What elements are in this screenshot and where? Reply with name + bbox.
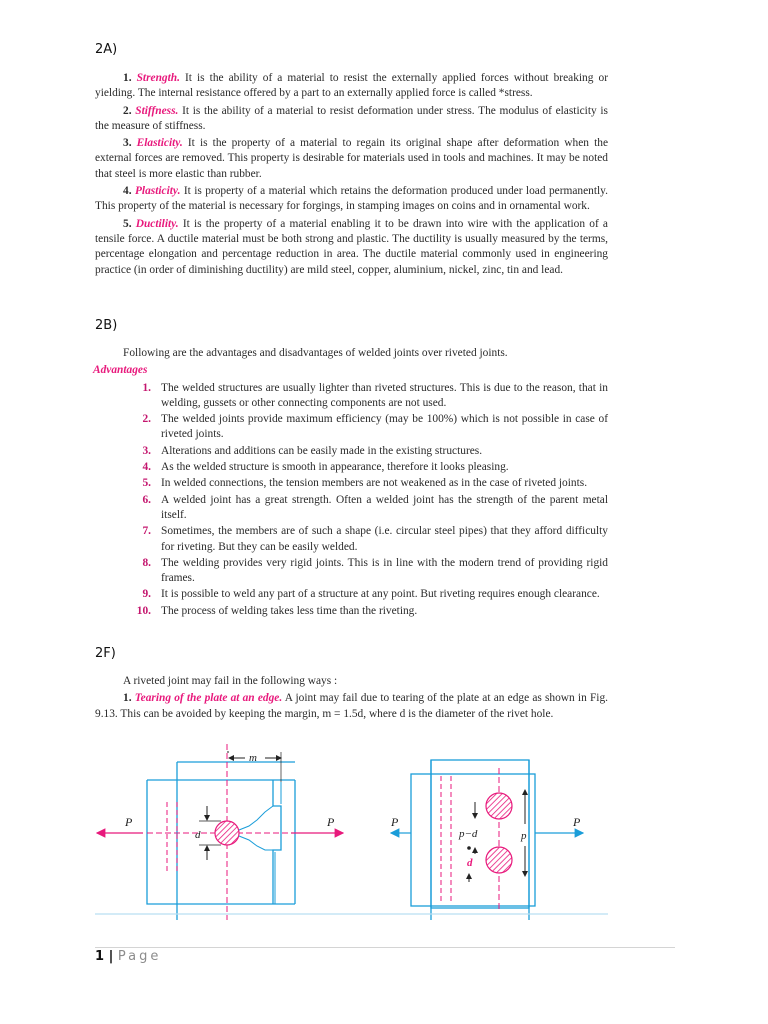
intro-paragraph: A riveted joint may fail in the following ways :: [123, 675, 338, 687]
force-label-right: P: [573, 815, 581, 829]
page-footer: 1 | Page: [95, 949, 162, 964]
riveted-joint-figure: [95, 742, 610, 920]
list-item: 5. In welded connections, the tension members are not weakened as in the case of riveted joints.: [142, 477, 588, 490]
intro-paragraph: Following are the advantages and disadvantages of welded joints over riveted joints.: [123, 347, 508, 359]
force-label-left: P: [125, 815, 133, 829]
term-heading: Plasticity.: [134, 185, 181, 198]
edge-tearing-diagram: [97, 744, 343, 920]
dim-d-label: d: [467, 857, 473, 869]
term-heading: Ductility.: [135, 217, 179, 230]
advantages-heading: Advantages: [93, 364, 148, 377]
section-2a-label: 2A): [95, 42, 118, 57]
list-item: 7. Sometimes, the members are of such a shape (i.e. circular steel pipes) that they afford difficulty for riveting. But they can be easily welded.: [142, 525, 608, 553]
section-2f-label: 2F): [95, 646, 116, 661]
page-word: Page: [117, 949, 162, 964]
footer-divider: [95, 947, 675, 948]
dim-m-label: m: [249, 752, 257, 764]
section-2b-label: 2B): [95, 318, 118, 333]
list-item: 2. The welded joints provide maximum efficiency (may be 100%) which is not possible in case of riveted joints.: [142, 413, 608, 441]
force-label-left: P: [391, 815, 399, 829]
paragraph: 2. Stiffness. It is the ability of a material to resist deformation under stress. The modulus of elasticity is the measure of stiffness.: [95, 104, 608, 132]
paragraph: 1. Strength. It is the ability of a material to resist the externally applied forces without breaking or yielding. The internal resistance offered by a part to an externally applied force is called *stress.: [95, 72, 608, 100]
paragraph: 5. Ductility. It is the property of a material enabling it to be drawn into wire with the application of a tensile force. A ductile material must be both strong and plastic. The ductility is usually measured by the terms, percentage elongation and percentage reduction in area. The ductile material commonly used in engineering practice (in order of diminishing ductility) are mild steel, copper, aluminium, nickel, zinc, tin and lead.: [95, 217, 608, 276]
list-item: 9. It is possible to weld any part of a structure at any point. But riveting requires enough clearance.: [142, 588, 600, 601]
dim-p-label: p: [521, 830, 527, 842]
dim-d-label: d: [195, 829, 201, 841]
term-heading: Stiffness.: [135, 104, 179, 117]
paragraph: 4. Plasticity. It is property of a material which retains the deformation produced under load permanently. This property of the material is necessary for forgings, in stamping images on coins and in ornamental work.: [95, 185, 608, 213]
section-2b-text: [95, 346, 608, 620]
dim-pd-label: p−d: [459, 828, 478, 840]
list-item: 3. Alterations and additions can be easily made in the existing structures.: [142, 444, 483, 457]
list-item: 10. The process of welding takes less time than the riveting.: [136, 604, 418, 617]
list-item: 4. As the welded structure is smooth in appearance, therefore it looks pleasing.: [142, 461, 509, 474]
page-number: 1: [95, 949, 105, 964]
force-label-right: P: [327, 815, 335, 829]
advantages-list: [95, 381, 608, 619]
list-item: 8. The welding provides very rigid joints. This is in line with the modern trend of providing rigid frames.: [142, 556, 608, 585]
term-heading: Strength.: [136, 72, 180, 84]
section-2a-text: [95, 71, 608, 280]
term-heading: Elasticity.: [136, 137, 183, 150]
paragraph: 1. Tearing of the plate at an edge. A joint may fail due to tearing of the plate at an edge as shown in Fig. 9.13. This can be avoided by keeping the margin, m = 1.5d, where d is the diameter of the rivet hole.: [95, 692, 608, 720]
section-2f-text: [95, 674, 608, 724]
list-item: 1. The welded structures are usually lighter than riveted structures. This is due to the reason, that in welding, gussets or other connecting components are not used.: [142, 381, 608, 409]
term-heading: Tearing of the plate at an edge.: [134, 692, 283, 705]
paragraph: 3. Elasticity. It is the property of a material to regain its original shape after deformation when the external forces are removed. This property is desirable for materials used in tools and machines. It may be noted that steel is more elastic than rubber.: [95, 137, 609, 180]
list-item: 6. A welded joint has a great strength. Often a welded joint has the strength of the parent metal itself.: [142, 493, 608, 521]
rivet-pitch-diagram: [390, 760, 583, 920]
